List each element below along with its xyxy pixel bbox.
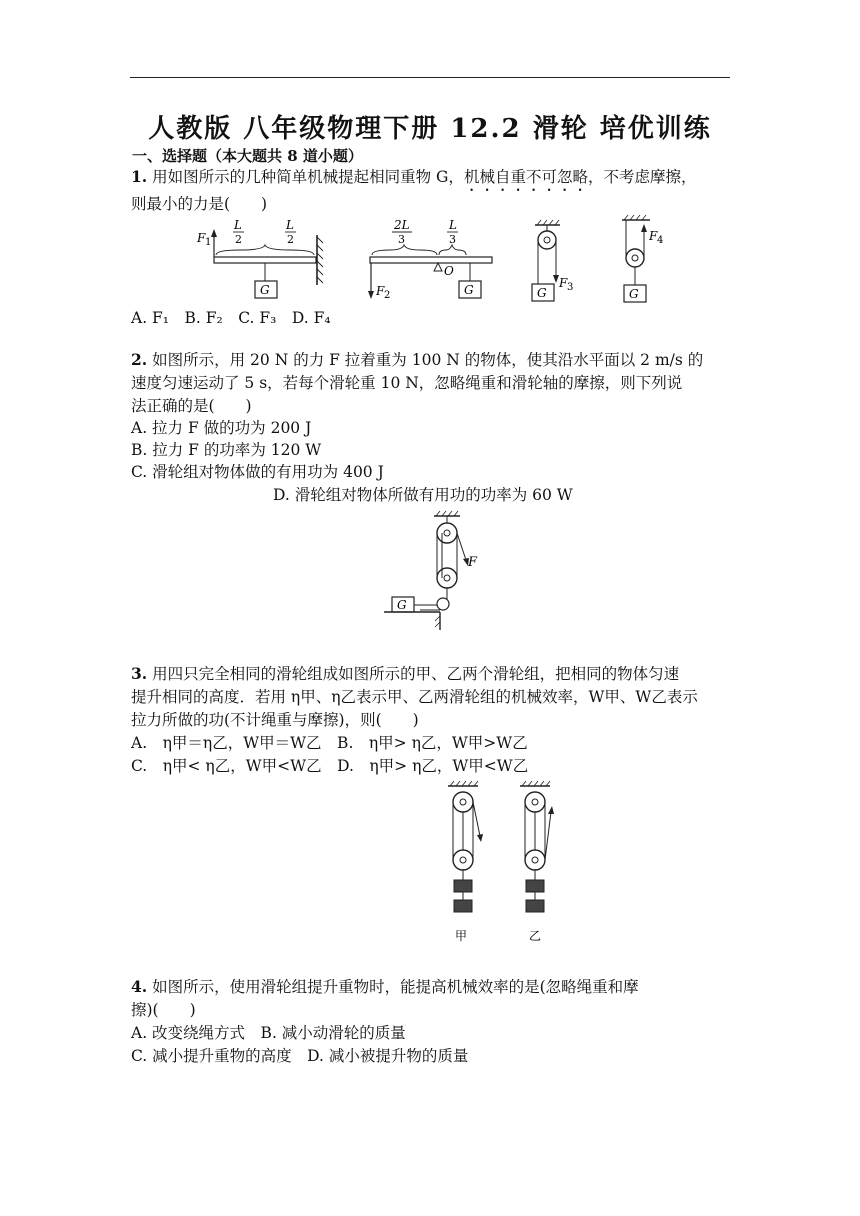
g-label-2: G [464,283,474,297]
f3-sub: 3 [567,282,574,293]
g-label-1: G [260,283,270,297]
q3-figure [430,780,570,948]
yi-label: 乙 [529,929,542,943]
half-den-1: 2 [235,233,242,246]
lever-one [196,218,323,298]
q3-number: 3. [131,664,148,683]
page-title: 人教版 八年级物理下册 12.2 滑轮 培优训练 [148,114,712,144]
q1-text-a: 用如图所示的几种简单机械提起相同重物 G， [152,168,464,186]
q1-text-b: ，不考虑摩擦， [587,168,697,186]
q3-line4: A. η甲＝η乙，W甲＝W乙 B. η甲> η乙，W甲>W乙 [131,734,528,752]
q2-line2: 速度匀速运动了 5 s，若每个滑轮重 10 N，忽略绳重和滑轮轴的摩擦，则下列说 [131,374,683,392]
q2-line3: 法正确的是( ) [131,397,252,415]
q1-line1 [131,167,696,195]
q2-text-1: 如图所示，用 20 N 的力 F 拉着重为 100 N 的物体，使其沿水平面以 2 m/s 的 [152,351,704,369]
fixed-pulley [532,220,573,301]
q4-number: 4. [131,977,148,996]
q2-option-a: A. 拉力 F 做的功为 200 J [131,419,312,437]
q1-emphasis: 机械自重不可忽略 [463,168,588,186]
f4-label: F [649,229,658,243]
f1-sub: 1 [205,237,212,248]
three-label-1: 3 [398,233,405,246]
q2-number: 2. [131,350,148,369]
q2-option-d: D. 滑轮组对物体所做有用功的功率为 60 W [273,486,573,504]
q3-text-1: 用四只完全相同的滑轮组成如图所示的甲、乙两个滑轮组，把相同的物体匀速 [152,665,680,683]
q1-options: A. F₁ B. F₂ C. F₃ D. F₄ [131,309,331,327]
q2-line1 [131,350,703,370]
lever-two [368,218,492,301]
jia-label: 甲 [455,929,468,943]
q3-line5: C. η甲< η乙，W甲<W乙 D. η甲> η乙，W甲<W乙 [131,757,529,775]
g-label-4: G [629,287,639,301]
f2-sub: 2 [384,290,391,301]
header-rule [130,77,730,78]
q1-number: 1. [131,167,148,186]
f4-sub: 4 [657,235,664,246]
q4-line1 [131,977,639,997]
q3-line3: 拉力所做的功(不计绳重与摩擦)，则( ) [131,711,419,729]
q4-line2: 擦)( ) [131,1001,196,1019]
section-heading: 一、选择题（本大题共 8 道小题） [132,147,363,165]
q4-line4: C. 减小提升重物的高度 D. 减小被提升物的质量 [131,1047,469,1065]
g-label-q2: G [397,598,407,612]
q3-line2: 提升相同的高度．若用 η甲、η乙表示甲、乙两滑轮组的机械效率，W甲、W乙表示 [131,688,698,706]
movable-pulley [622,215,663,302]
q4-line3: A. 改变绕绳方式 B. 减小动滑轮的质量 [131,1024,406,1042]
q1-figure [190,215,680,307]
q2-figure [380,508,490,633]
pulley-group-jia [448,781,483,943]
f1-label: F [197,231,206,245]
q2-option-c: C. 滑轮组对物体做的有用功为 400 J [131,463,384,481]
f3-label: F [559,276,568,290]
three-label-2: 3 [449,233,456,246]
l-label: L [449,218,457,232]
half-den-2: 2 [287,233,294,246]
q4-text-1: 如图所示，使用滑轮组提升重物时，能提高机械效率的是(忽略绳重和摩 [152,978,639,996]
o-label: O [444,264,454,278]
q2-option-b: B. 拉力 F 的功率为 120 W [131,441,322,459]
g-label-3: G [537,286,547,300]
q1-line2: 则最小的力是( ) [131,195,268,213]
pulley-group-yi [520,781,554,943]
q3-line1 [131,664,679,684]
half-num-2: L [286,218,294,232]
f-label: F [468,555,478,570]
half-num-1: L [234,218,242,232]
f2-label: F [376,284,385,298]
two-l-label: 2L [394,218,410,232]
